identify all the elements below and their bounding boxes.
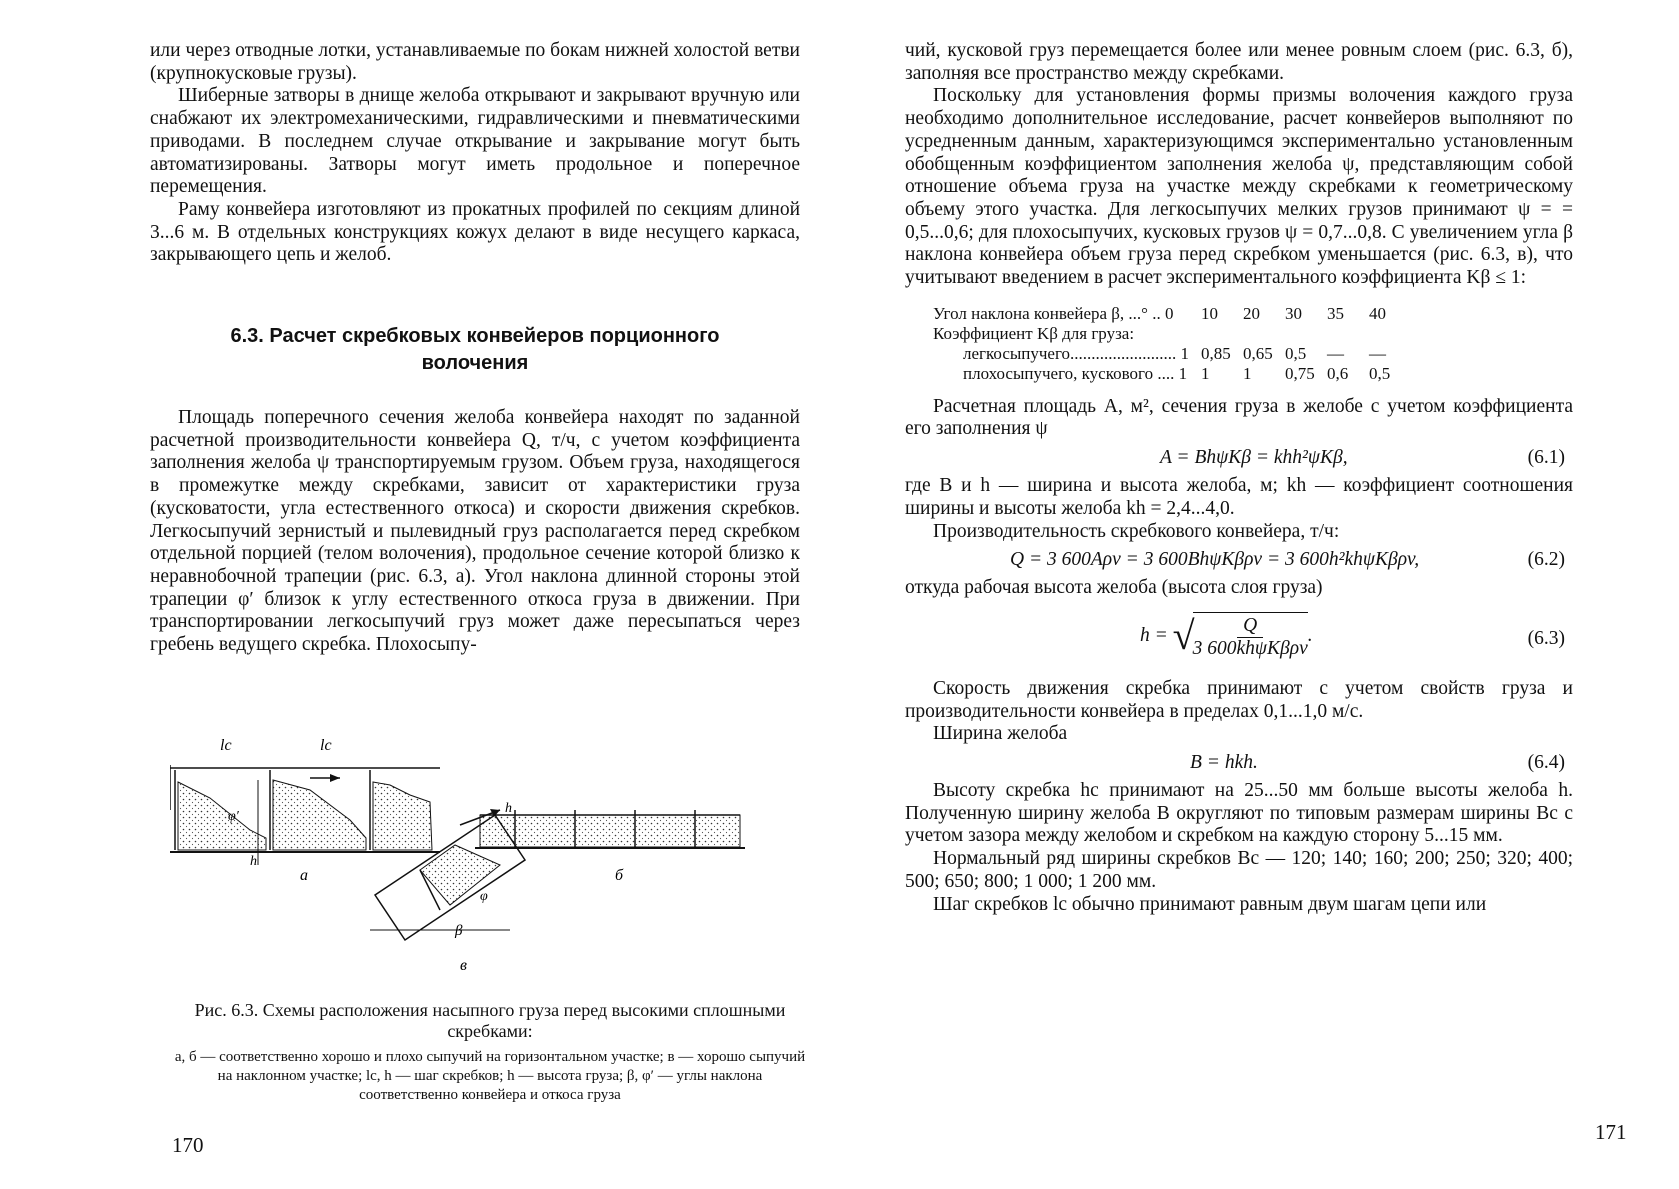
right-page bbox=[840, 0, 1679, 1189]
paragraph: Ширина желоба bbox=[933, 723, 1068, 745]
equation-6-4 bbox=[905, 746, 1573, 780]
figure-caption: Рис. 6.3. Схемы расположения насыпного груза перед высокими сплошными скребками: bbox=[194, 1000, 786, 1041]
label-lc-2: lc bbox=[320, 737, 332, 754]
left-text-column bbox=[150, 40, 800, 657]
right-text-column bbox=[905, 40, 1573, 916]
equation-text: A = BhψKβ = khh²ψKβ, bbox=[1160, 447, 1348, 469]
equation-6-3 bbox=[905, 600, 1573, 678]
equation-number: (6.1) bbox=[1527, 447, 1565, 469]
table-cell: 20 bbox=[1243, 303, 1261, 323]
paragraph: Высоту скребка hc принимают на 25...50 мм больше высоты желоба h. Полученную ширину желоба B округляют по типовым размерам ширины Bc с учетом зазора между желобом и скребком на каждую сторону 5...15 мм. bbox=[905, 780, 1573, 847]
paragraph: Скорость движения скребка принимают с учетом свойств груза и производительности конвейера в пределах 0,1...1,0 м/с. bbox=[905, 677, 1573, 722]
table-cell: 0,75 bbox=[1285, 363, 1315, 383]
table-row bbox=[933, 344, 1411, 364]
table-cell: Угол наклона конвейера β, ...° .. 0 bbox=[933, 303, 1174, 323]
table-cell: Коэффициент Kβ для груза: bbox=[933, 323, 1135, 343]
paragraph: откуда рабочая высота желоба (высота слоя груза) bbox=[905, 577, 1323, 599]
table-cell: 0,6 bbox=[1327, 363, 1349, 383]
paragraph: Поскольку для установления формы призмы волочения каждого груза необходимо дополнительное исследование, расчет конвейеров выполняют по усредненным данным, характеризующимся экспериментально установленным обобщенным коэффициентом заполнения желоба ψ, представляющим собой отношение объема груза на участке между скребками к геометрическому объему этого участка. Для легкосыпучих мелких грузов принимают ψ = = 0,5...0,6; для плохосыпучих, кусковых грузов ψ = 0,7...0,8. С увеличением угла β наклона конвейера объем груза перед скребком уменьшается (рис. 6.3, в), что учитывают введением в расчет экспериментального коэффициента Kβ ≤ 1: bbox=[905, 85, 1573, 289]
table-cell: 1 bbox=[1201, 363, 1210, 383]
coefficient-table bbox=[933, 304, 1411, 384]
table-cell: 10 bbox=[1201, 303, 1219, 323]
paragraph: Нормальный ряд ширины скребков Bc — 120; 140; 160; 200; 250; 320; 400; 500; 650; 800; 1 000; 1 200 мм. bbox=[905, 848, 1573, 892]
sqrt-sign: √ bbox=[1172, 612, 1195, 658]
table-cell: 1 bbox=[1243, 363, 1252, 383]
page-number: 171 bbox=[1595, 1120, 1627, 1144]
equation-number: (6.2) bbox=[1527, 549, 1565, 571]
paragraph: Расчетная площадь A, м², сечения груза в желобе с учетом коэффициента его заполнения ψ bbox=[905, 395, 1573, 440]
table-row bbox=[933, 364, 1411, 384]
page-number: 170 bbox=[172, 1133, 204, 1157]
paragraph: Шиберные затворы в днище желоба открывают и закрывают вручную или снабжают их электромеханическими, гидравлическими и пневматическими приводами. В последнем случае открывание и закрывание могут быть автоматизированы. Затворы могут иметь продольное и поперечное перемещения. bbox=[150, 85, 800, 198]
section-title-line: волочения bbox=[421, 352, 529, 375]
table-cell: 0,85 bbox=[1201, 343, 1231, 363]
section-title-line: 6.3. Расчет скребковых конвейеров порционного bbox=[230, 325, 720, 348]
figure-caption-legend: а, б — соответственно хорошо и плохо сыпучий на горизонтальном участке; в — хорошо сыпучий на наклонном участке; lc, h — шаг скребков; h — высота груза; β, φ′ — углы наклона соответственно конвейера и откоса груза bbox=[174, 1049, 806, 1103]
label-beta: β bbox=[455, 923, 463, 939]
equation-lhs: h = bbox=[1140, 624, 1168, 646]
equation-6-2 bbox=[905, 543, 1573, 577]
fraction-denominator: 3 600khψKβρv bbox=[1192, 637, 1308, 659]
diagram-a bbox=[170, 737, 440, 884]
table-cell: 0,5 bbox=[1285, 343, 1307, 363]
label-phi: φ′ bbox=[228, 809, 239, 824]
equation-text: h = √ $\frac{Q}{\text{3 600khψKβρv}}$ . bbox=[1140, 612, 1313, 659]
equation-text: Q = 3 600Aρv = 3 600BhψKβρv = 3 600h²khψKβρv, bbox=[1010, 549, 1420, 571]
paragraph: Шаг скребков lc обычно принимают равным двум шагам цепи или bbox=[933, 893, 1487, 915]
equation-6-1 bbox=[905, 441, 1573, 475]
paragraph: Площадь поперечного сечения желоба конвейера находят по заданной расчетной производительности конвейера Q, т/ч, с учетом коэффициента заполнения желоба ψ транспортируемым грузом. Объем груза, находящегося в промежутке между скребками, зависит от характеристики груза (кусковатости, угла естественного откоса) и скорости движения скребков. Легкосыпучий зернистый и пылевидный груз располагается перед скребком отдельной порцией (телом волочения), продольное сечение которой близко к неравнобочной трапеции (рис. 6.3, а). Угол наклона длинной стороны этой трапеции φ′ близок к углу естественного откоса груза в движении. При транспортировании легкосыпучий груз может даже пересыпаться через гребень ведущего скребка. Плохосыпу- bbox=[150, 407, 800, 656]
table-cell: 40 bbox=[1369, 303, 1387, 323]
table-cell: — bbox=[1369, 343, 1387, 363]
table-cell: легкосыпучего......................... 1 bbox=[963, 343, 1190, 363]
table-cell: — bbox=[1327, 343, 1345, 363]
table-row bbox=[933, 324, 1411, 344]
label-b: б bbox=[615, 867, 624, 884]
fraction-numerator: Q bbox=[1237, 615, 1263, 638]
paragraph: где B и h — ширина и высота желоба, м; kh — коэффициент соотношения ширины и высоты желоба kh = 2,4...4,0. bbox=[905, 475, 1573, 519]
equation-text: B = hkh. bbox=[1190, 752, 1258, 774]
section-title bbox=[150, 323, 800, 377]
paragraph: Производительность скребкового конвейера, т/ч: bbox=[933, 520, 1340, 542]
paragraph: чий, кусковой груз перемещается более или менее ровным слоем (рис. 6.3, б), заполняя все пространство между скребками. bbox=[905, 40, 1573, 84]
label-v: в bbox=[460, 957, 467, 974]
label-phi-v: φ bbox=[480, 889, 488, 904]
paragraph: или через отводные лотки, устанавливаемые по бокам нижней холостой ветви (крупнокусковые грузы). bbox=[150, 40, 800, 84]
label-lc-1: lc bbox=[220, 737, 232, 754]
equation-fraction bbox=[1193, 612, 1308, 660]
table-cell: плохосыпучего, кускового .... 1 bbox=[963, 363, 1188, 383]
equation-number: (6.3) bbox=[1527, 627, 1565, 649]
label-h: h bbox=[250, 854, 257, 869]
figure-6-3 bbox=[170, 720, 770, 990]
table-cell: 0,65 bbox=[1243, 343, 1273, 363]
paragraph: Раму конвейера изготовляют из прокатных профилей по секциям длиной 3...6 м. В отдельных конструкциях кожух делают в виде несущего каркаса, закрывающего цепь и желоб. bbox=[150, 198, 800, 266]
table-cell: 0,5 bbox=[1369, 363, 1391, 383]
table-row bbox=[933, 304, 1411, 324]
label-h-b: h bbox=[505, 801, 512, 816]
table-cell: 35 bbox=[1327, 303, 1345, 323]
diagram-b bbox=[475, 801, 745, 884]
table-cell: 30 bbox=[1285, 303, 1303, 323]
label-a: а bbox=[300, 867, 308, 884]
equation-number: (6.4) bbox=[1527, 752, 1565, 774]
